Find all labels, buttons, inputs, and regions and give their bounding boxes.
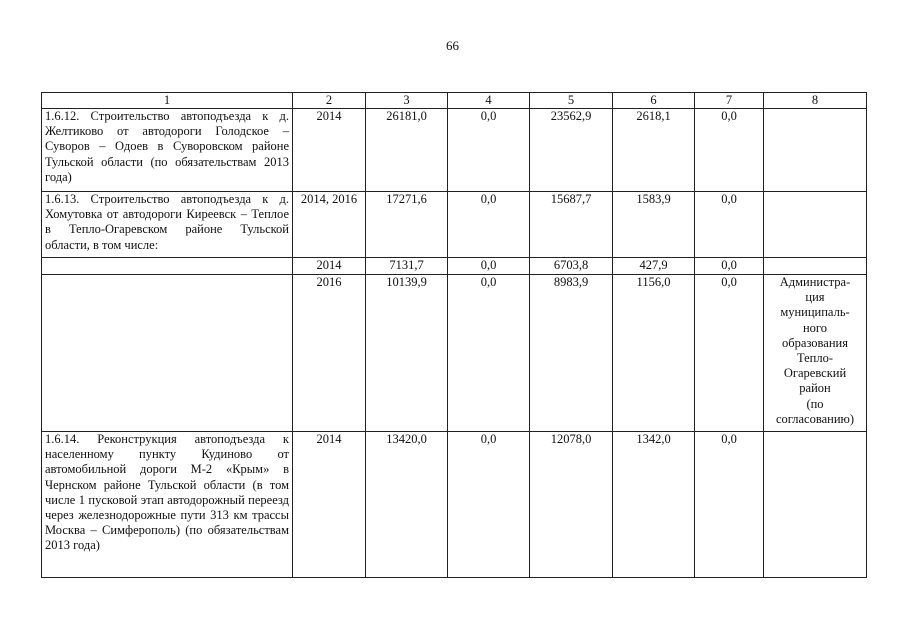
row-col-8: [764, 432, 867, 578]
table-row: [42, 192, 867, 258]
row-col-6: 1156,0: [613, 275, 695, 432]
row-description: 1.6.12. Строительство автоподъезда к д. Желтиково от автодороги Голодское – Суворов – Одоев в Суворовском районе Тульской области (по обязательствам 2013 года): [42, 109, 293, 192]
executor-line: ного: [802, 320, 827, 335]
table-row: [42, 258, 867, 275]
row-col-5: 8983,9: [530, 275, 613, 432]
header-row: [42, 93, 867, 109]
executor-line: муниципаль-: [780, 305, 850, 320]
row-col-4: 0,0: [448, 275, 530, 432]
row-col-4: 0,0: [448, 258, 530, 275]
row-year: 2016: [293, 275, 366, 432]
row-year: 2014: [293, 109, 366, 192]
header-cell-5: 5: [530, 93, 613, 109]
executor-line: район: [799, 381, 831, 396]
row-col-3: 26181,0: [366, 109, 448, 192]
executor-line: ция: [805, 290, 825, 305]
page-number: 66: [446, 38, 459, 53]
row-col-6: 2618,1: [613, 109, 695, 192]
table-row: [42, 275, 867, 432]
header-cell-7: 7: [695, 93, 764, 109]
row-col-3: 13420,0: [366, 432, 448, 578]
executor-line: Администра-: [779, 275, 851, 289]
executor-line: образования: [782, 335, 848, 350]
row-col-7: 0,0: [695, 258, 764, 275]
row-year: 2014: [293, 432, 366, 578]
header-cell-8: 8: [764, 93, 867, 109]
header-cell-2: 2: [293, 93, 366, 109]
row-col-5: 6703,8: [530, 258, 613, 275]
row-description: [42, 275, 293, 432]
row-col-7: 0,0: [695, 275, 764, 432]
row-col-7: 0,0: [695, 109, 764, 192]
row-col-6: 1583,9: [613, 192, 695, 258]
row-year: 2014, 2016: [293, 192, 366, 258]
row-col-8: [764, 258, 867, 275]
row-col-6: 1342,0: [613, 432, 695, 578]
row-col-3: 17271,6: [366, 192, 448, 258]
header-cell-4: 4: [448, 93, 530, 109]
row-col-8-executor: [764, 275, 867, 432]
row-description: [42, 258, 293, 275]
row-col-5: 15687,7: [530, 192, 613, 258]
row-col-5: 12078,0: [530, 432, 613, 578]
row-col-4: 0,0: [448, 109, 530, 192]
row-col-8: [764, 192, 867, 258]
executor-line: Тепло-: [796, 351, 834, 366]
row-col-3: 10139,9: [366, 275, 448, 432]
row-description: 1.6.13. Строительство автоподъезда к д. Хомутовка от автодороги Киреевск – Теплое в Тепло-Огаревском районе Тульской области, в том числе:: [42, 192, 293, 258]
row-description: 1.6.14. Реконструкция автоподъезда к населенному пункту Кудиново от автомобильной дороги М-2 «Крым» в Чернском районе Тульской области (в том числе 1 пусковой этап автодорожный переезд через железнодорожные пути 313 км трассы Москва – Симферополь) (по обязательствам 2013 года): [42, 432, 293, 578]
row-col-8: [764, 109, 867, 192]
executor-line: согласованию): [775, 411, 855, 426]
row-year: 2014: [293, 258, 366, 275]
table-row: [42, 109, 867, 192]
row-col-3: 7131,7: [366, 258, 448, 275]
executor-line: (по: [806, 396, 824, 411]
row-col-7: 0,0: [695, 432, 764, 578]
row-col-4: 0,0: [448, 432, 530, 578]
budget-table: [41, 92, 867, 578]
row-col-5: 23562,9: [530, 109, 613, 192]
row-col-4: 0,0: [448, 192, 530, 258]
row-col-6: 427,9: [613, 258, 695, 275]
header-cell-3: 3: [366, 93, 448, 109]
row-col-7: 0,0: [695, 192, 764, 258]
executor-line: Огаревский: [783, 366, 847, 381]
table-row: [42, 432, 867, 578]
header-cell-1: 1: [42, 93, 293, 109]
header-cell-6: 6: [613, 93, 695, 109]
